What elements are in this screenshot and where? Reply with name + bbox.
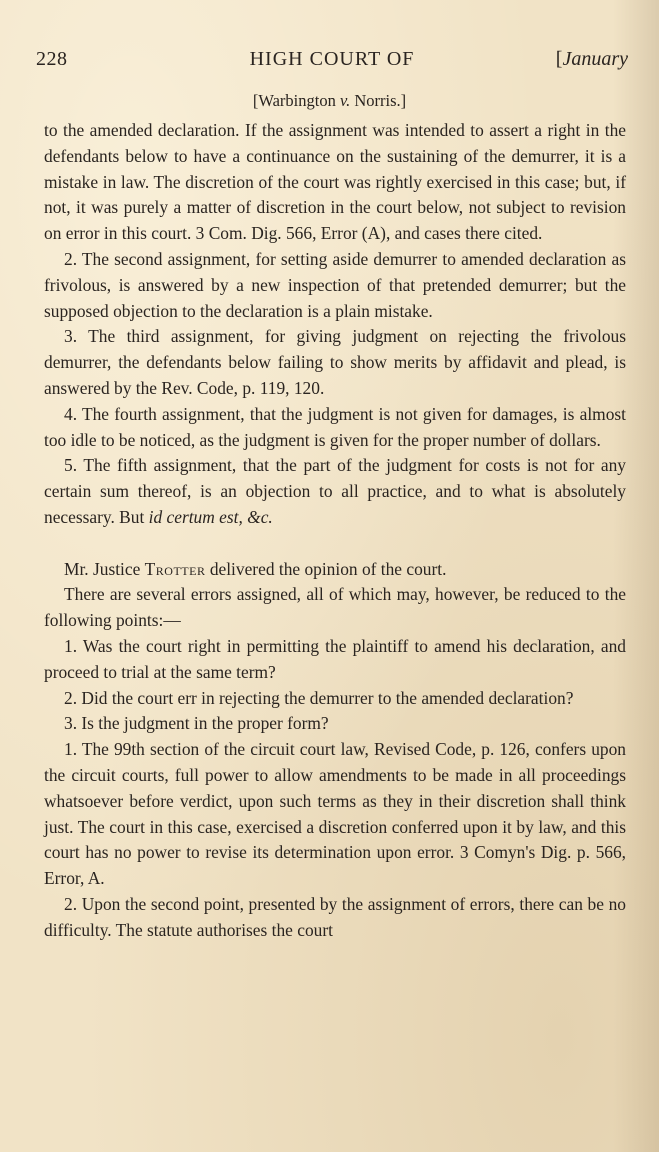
paragraph-second-assignment: 2. The second assignment, for setting aside demurrer to amended declaration as frivolous, is answered by a new inspection of that pretended demurrer; but the supposed objection to the declaration is a plain mistake.: [44, 248, 626, 321]
page-number: 228: [36, 48, 68, 70]
opinion-suffix: delivered the opinion of the court.: [205, 558, 447, 579]
caption-party-one: Warbington: [258, 91, 336, 110]
paragraph-errors-assigned: There are several errors assigned, all of which may, however, be reduced to the following points:—: [44, 584, 626, 631]
paragraph-point-one: 1. Was the court right in permitting the plaintiff to amend his declaration, and proceed to trial at the same term?: [44, 635, 626, 682]
paragraph-fourth-assignment: 4. The fourth assignment, that the judgment is not given for damages, is almost too idle to be noticed, as the judgment is given for the proper number of dollars.: [44, 403, 626, 450]
caption-open-bracket: [: [252, 91, 259, 110]
paragraph-fifth-assignment: [44, 453, 626, 530]
caption-party-two: Norris.: [354, 91, 401, 110]
paragraph-answer-two: 2. Upon the second point, presented by the assignment of errors, there can be no difficulty. The statute authorises the court: [44, 893, 626, 940]
running-head-term: [556, 48, 628, 71]
fifth-assignment-latin: id certum est, &c.: [148, 506, 273, 527]
term-bracket: [: [555, 48, 563, 70]
justice-name: Trotter: [144, 558, 206, 579]
running-head: [36, 48, 628, 78]
paragraph-point-two: 2. Did the court err in rejecting the demurrer to the amended declaration?: [64, 687, 574, 708]
body-text: [44, 118, 626, 944]
term-label: January: [562, 48, 628, 70]
opinion-prefix: Mr. Justice: [64, 558, 145, 579]
paragraph-third-assignment: 3. The third assignment, for giving judgment on rejecting the frivolous demurrer, the defendants below failing to show merits by affidavit and plead, is answered by the Rev. Code, p. 119, 120.: [44, 326, 626, 398]
paragraph-opinion-intro: [44, 557, 626, 583]
case-caption: [0, 91, 659, 111]
running-head-title: HIGH COURT OF: [249, 48, 415, 70]
caption-versus: v.: [339, 91, 351, 110]
fifth-assignment-text: 5. The fifth assignment, that the part of the judgment for costs is not for any certain sum thereof, is an objection to all practice, and to what is absolutely necessary. But: [44, 455, 626, 527]
caption-close-bracket: ]: [400, 91, 407, 110]
paragraph-answer-one: 1. The 99th section of the circuit court law, Revised Code, p. 126, confers upon the circuit courts, full power to allow amendments to be made in all proceedings whatsoever before verdict, upon such terms as they in their discretion shall think just. The court in this case, exercised a discretion conferred upon it by law, and this court has no power to revise its determination upon error. 3 Comyn's Dig. p. 566, Error, A.: [44, 739, 626, 889]
paragraph-continuation: to the amended declaration. If the assignment was intended to assert a right in the defendants below to have a continuance on the sustaining of the demurrer, it is a mistake in law. The discretion of the court was rightly exercised in this case; but, if not, it was purely a matter of discretion in the court below, not subject to revision on error in this court. 3 Com. Dig. 566, Error (A), and cases there cited.: [44, 120, 626, 244]
paragraph-point-three: 3. Is the judgment in the proper form?: [64, 713, 329, 734]
